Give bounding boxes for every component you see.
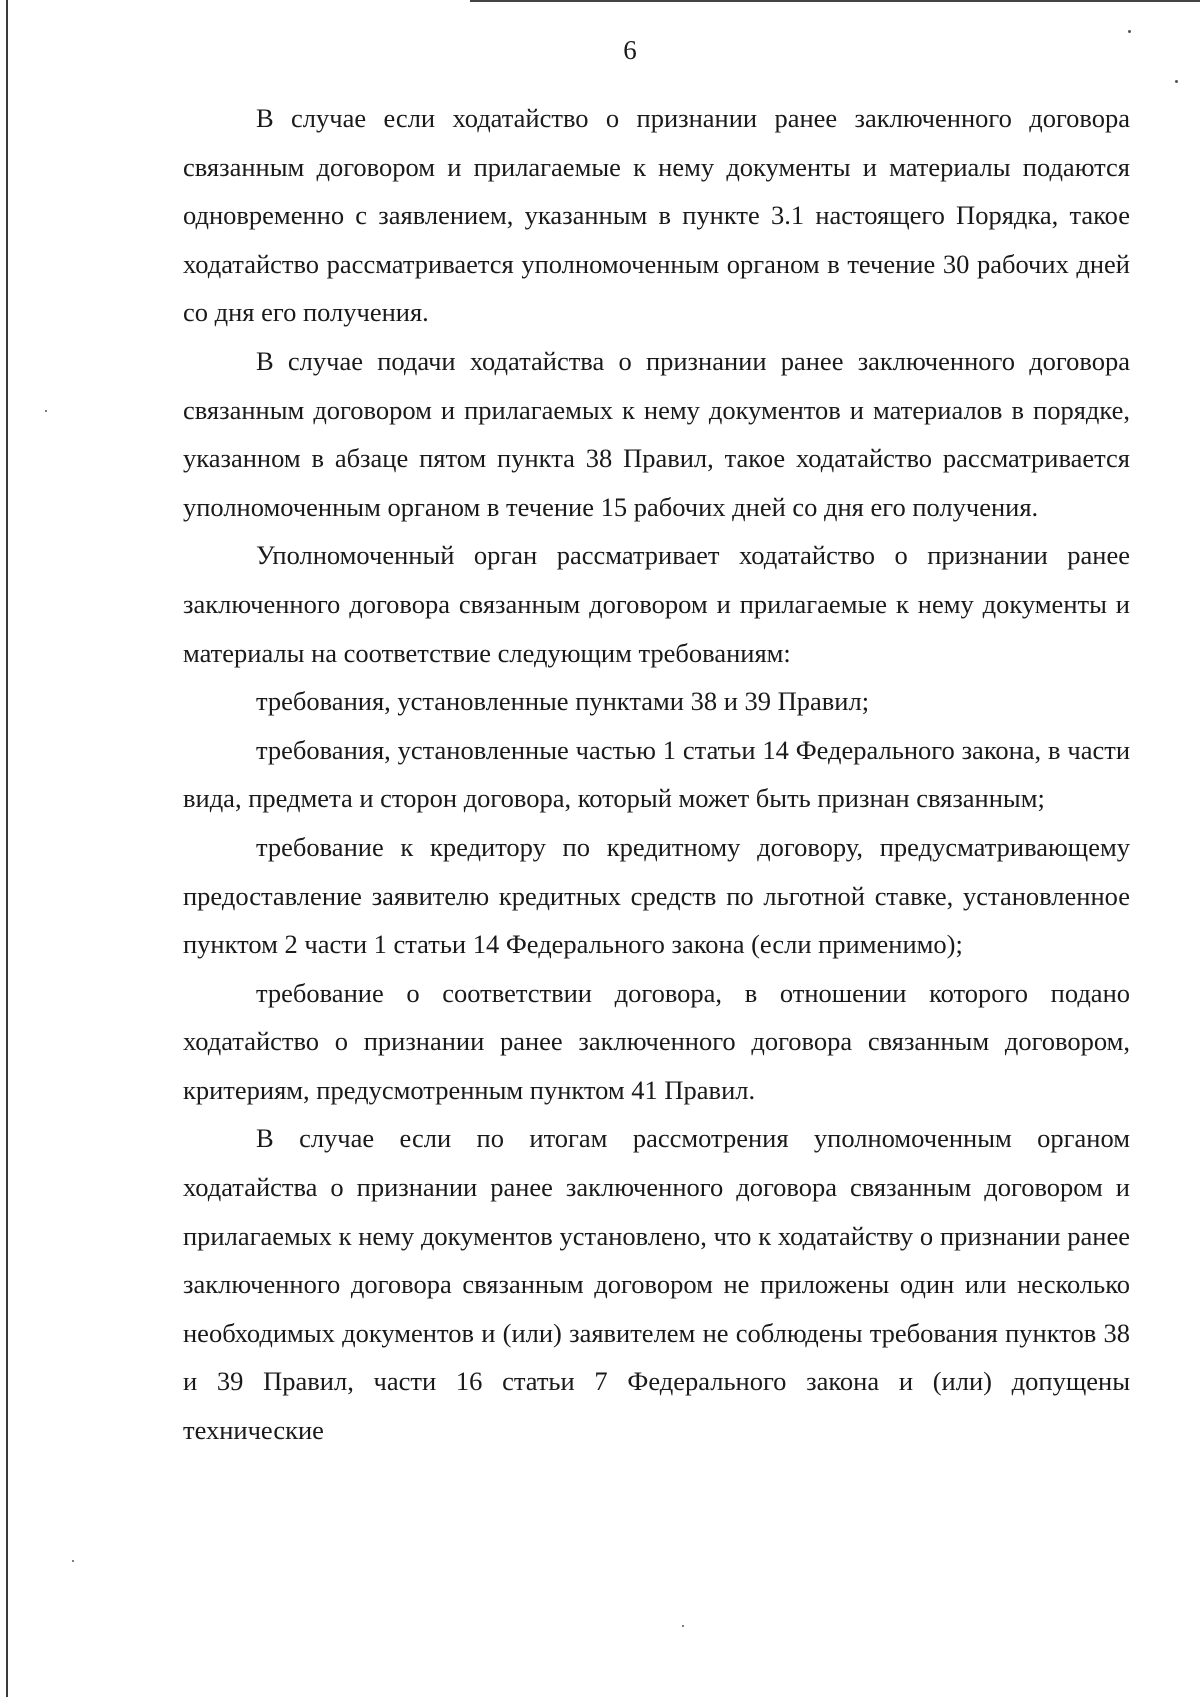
page-number: 6 [623,35,637,65]
paragraph-7: требование о соответствии договора, в отношении которого подано ходатайство о признании ранее заключенного договора связанным договором, критериям, предусмотренным пунктом 41 Правил. [183,977,1130,1105]
paragraph-3: Уполномоченный орган рассматривает ходатайство о признании ранее заключенного договора связанным договором и прилагаемые к нему документы и материалы на соответствие следующим требованиям: [183,540,1130,668]
scan-speck [1175,80,1178,83]
scan-speck [45,410,47,412]
paragraph-5: требования, установленные частью 1 статьи 14 Федерального закона, в части вида, предмета и сторон договора, который может быть признан связанным; [183,734,1130,814]
scan-left-edge [6,0,8,1697]
scan-speck [682,1625,684,1627]
scan-speck [1128,30,1131,33]
paragraph-4: требования, установленные пунктами 38 и 39 Правил; [256,686,870,717]
scan-top-edge [470,0,1200,2]
scan-speck [72,1560,74,1562]
document-body [183,94,1130,1455]
paragraph-1: В случае если ходатайство о признании ранее заключенного договора связанным договором и прилагаемые к нему документы и материалы подаются одновременно с заявлением, указанным в пункте 3.1 настоящего Порядка, такое ходатайство рассматривается уполномоченным органом в течение 30 рабочих дней со дня его получения. [183,103,1130,328]
paragraph-8: В случае если по итогам рассмотрения уполномоченным органом ходатайства о признании ранее заключенного договора связанным договором и прилагаемых к нему документов установлено, что к ходатайству о признании ранее заключенного договора связанным договором не приложены один или несколько необходимых документов и (или) заявителем не соблюдены требования пунктов 38 и 39 Правил, части 16 статьи 7 Федерального закона и (или) допущены технические [183,1123,1130,1446]
paragraph-2: В случае подачи ходатайства о признании ранее заключенного договора связанным договором и прилагаемых к нему документов и материалов в порядке, указанном в абзаце пятом пункта 38 Правил, такое ходатайство рассматривается уполномоченным органом в течение 15 рабочих дней со дня его получения. [183,345,1130,522]
paragraph-6: требование к кредитору по кредитному договору, предусматривающему предоставление заявителю кредитных средств по льготной ставке, установленное пунктом 2 части 1 статьи 14 Федерального закона (если применимо); [183,831,1130,960]
